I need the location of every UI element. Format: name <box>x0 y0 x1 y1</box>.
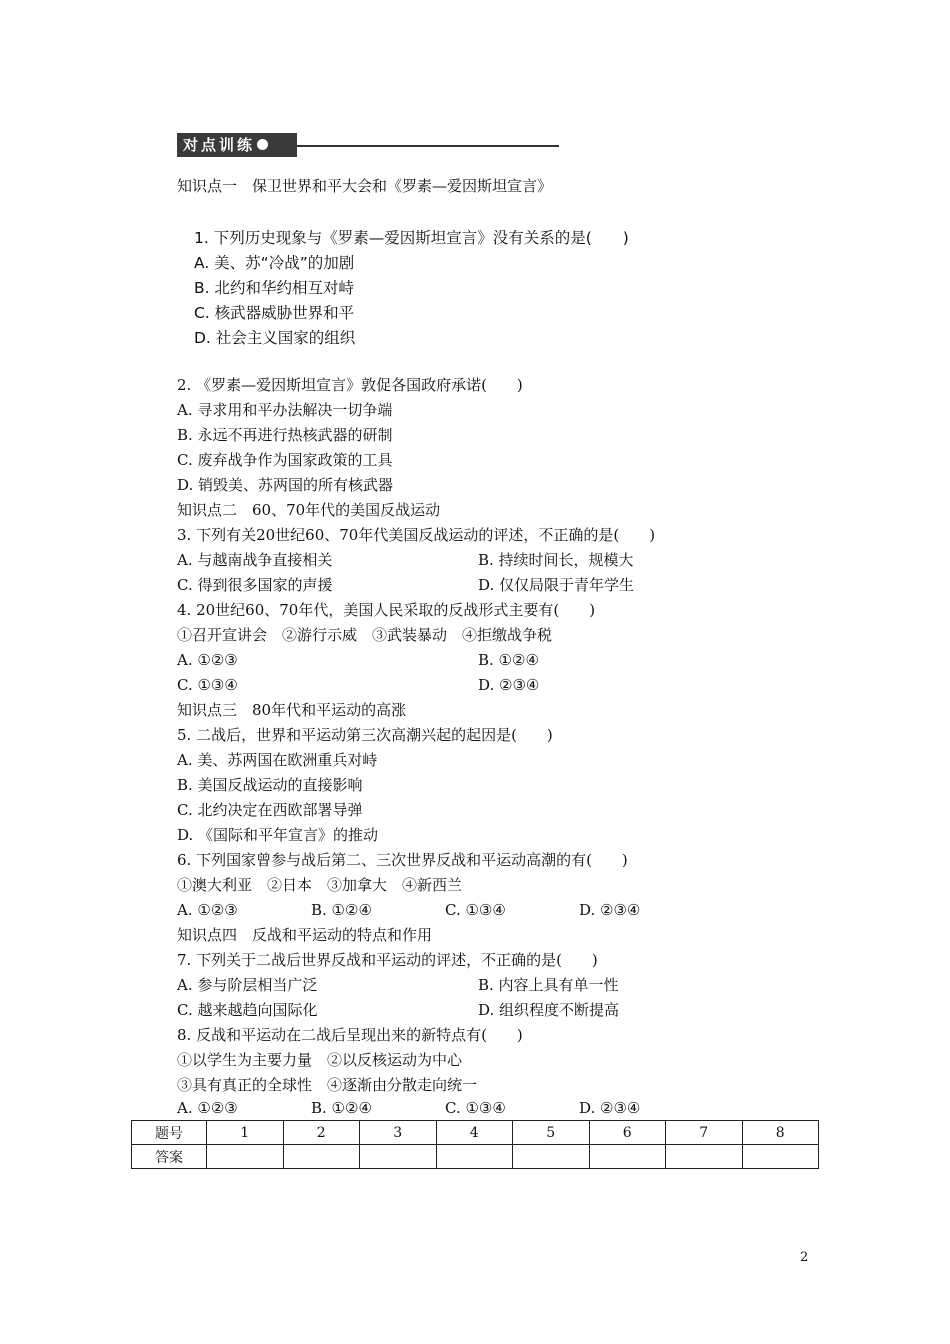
answer-cell[interactable] <box>436 1145 513 1169</box>
q3-stem: 3. 下列有关20世纪60、70年代美国反战运动的评述，不正确的是( ) <box>177 526 656 544</box>
q1-option-a: A. 美、苏“冷战”的加剧 <box>194 254 355 272</box>
q1-option-b: B. 北约和华约相互对峙 <box>194 279 354 297</box>
section-heading-2: 知识点二 60、70年代的美国反战运动 <box>177 501 441 519</box>
q3-option-a: A. 与越南战争直接相关 <box>177 551 333 569</box>
q7-option-d: D. 组织程度不断提高 <box>478 1001 620 1019</box>
banner-title: 对点训练 <box>183 136 256 154</box>
q7-option-c: C. 越来越趋向国际化 <box>177 1001 318 1019</box>
q2-option-b: B. 永远不再进行热核武器的研制 <box>177 426 393 444</box>
q8-option-a: A. ①②③ <box>177 1099 238 1117</box>
question-number: 7 <box>666 1121 743 1145</box>
q6-option-c: C. ①③④ <box>445 901 506 919</box>
question-number: 2 <box>283 1121 360 1145</box>
question-number: 4 <box>436 1121 513 1145</box>
section-banner <box>177 133 297 157</box>
q1-stem: 1. 下列历史现象与《罗素—爱因斯坦宣言》没有关系的是( ) <box>194 229 629 247</box>
q1-option-d: D. 社会主义国家的组织 <box>194 329 356 347</box>
q5-option-c: C. 北约决定在西欧部署导弹 <box>177 801 363 819</box>
answer-table-number-row <box>132 1121 819 1145</box>
answer-cell[interactable] <box>283 1145 360 1169</box>
answer-cell[interactable] <box>742 1145 819 1169</box>
q8-items-1: ①以学生为主要力量 ②以反核运动为中心 <box>177 1051 463 1069</box>
q5-stem: 5. 二战后，世界和平运动第三次高潮兴起的起因是( ) <box>177 726 553 744</box>
answer-header: 答案 <box>132 1145 207 1169</box>
q7-option-a: A. 参与阶层相当广泛 <box>177 976 318 994</box>
q4-items: ①召开宣讲会 ②游行示威 ③武装暴动 ④拒缴战争税 <box>177 626 553 644</box>
q8-items-2: ③具有真正的全球性 ④逐渐由分散走向统一 <box>177 1076 478 1094</box>
answer-cell[interactable] <box>513 1145 590 1169</box>
question-number-header: 题号 <box>132 1121 207 1145</box>
q2-option-a: A. 寻求用和平办法解决一切争端 <box>177 401 393 419</box>
q3-option-d: D. 仅仅局限于青年学生 <box>478 576 635 594</box>
q5-option-d: D. 《国际和平年宣言》的推动 <box>177 826 379 844</box>
q5-option-b: B. 美国反战运动的直接影响 <box>177 776 363 794</box>
section-heading-3: 知识点三 80年代和平运动的高涨 <box>177 701 407 719</box>
q8-option-d: D. ②③④ <box>579 1099 641 1117</box>
question-number: 3 <box>360 1121 437 1145</box>
q6-items: ①澳大利亚 ②日本 ③加拿大 ④新西兰 <box>177 876 463 894</box>
q8-option-c: C. ①③④ <box>445 1099 506 1117</box>
q6-option-d: D. ②③④ <box>579 901 641 919</box>
section-heading-4: 知识点四 反战和平运动的特点和作用 <box>177 926 433 944</box>
q6-option-a: A. ①②③ <box>177 901 238 919</box>
q7-stem: 7. 下列关于二战后世界反战和平运动的评述，不正确的是( ) <box>177 951 598 969</box>
answer-cell[interactable] <box>360 1145 437 1169</box>
q6-stem: 6. 下列国家曾参与战后第二、三次世界反战和平运动高潮的有( ) <box>177 851 628 869</box>
q4-option-c: C. ①③④ <box>177 676 238 694</box>
q7-option-b: B. 内容上具有单一性 <box>478 976 619 994</box>
section-heading-1: 知识点一 保卫世界和平大会和《罗素—爱因斯坦宣言》 <box>177 177 553 195</box>
q4-stem: 4. 20世纪60、70年代，美国人民采取的反战形式主要有( ) <box>177 601 596 619</box>
q3-option-c: C. 得到很多国家的声援 <box>177 576 333 594</box>
q2-option-c: C. 废弃战争作为国家政策的工具 <box>177 451 393 469</box>
answer-cell[interactable] <box>589 1145 666 1169</box>
answer-cell[interactable] <box>207 1145 284 1169</box>
answer-table-answer-row <box>132 1145 819 1169</box>
answer-table <box>131 1120 819 1169</box>
question-number: 5 <box>513 1121 590 1145</box>
q8-stem: 8. 反战和平运动在二战后呈现出来的新特点有( ) <box>177 1026 523 1044</box>
q2-option-d: D. 销毁美、苏两国的所有核武器 <box>177 476 394 494</box>
banner-rule <box>297 145 559 147</box>
q8-option-b: B. ①②④ <box>311 1099 372 1117</box>
question-number: 6 <box>589 1121 666 1145</box>
q5-option-a: A. 美、苏两国在欧洲重兵对峙 <box>177 751 378 769</box>
q4-option-b: B. ①②④ <box>478 651 539 669</box>
question-number: 1 <box>207 1121 284 1145</box>
page-number: 2 <box>800 1250 809 1265</box>
q4-option-d: D. ②③④ <box>478 676 540 694</box>
question-number: 8 <box>742 1121 819 1145</box>
q3-option-b: B. 持续时间长，规模大 <box>478 551 634 569</box>
answer-cell[interactable] <box>666 1145 743 1169</box>
q4-option-a: A. ①②③ <box>177 651 238 669</box>
q6-option-b: B. ①②④ <box>311 901 372 919</box>
bullet-dot-icon <box>257 139 268 150</box>
q1-option-c: C. 核武器威胁世界和平 <box>194 304 355 322</box>
q2-stem: 2. 《罗素—爱因斯坦宣言》敦促各国政府承诺( ) <box>177 376 523 394</box>
